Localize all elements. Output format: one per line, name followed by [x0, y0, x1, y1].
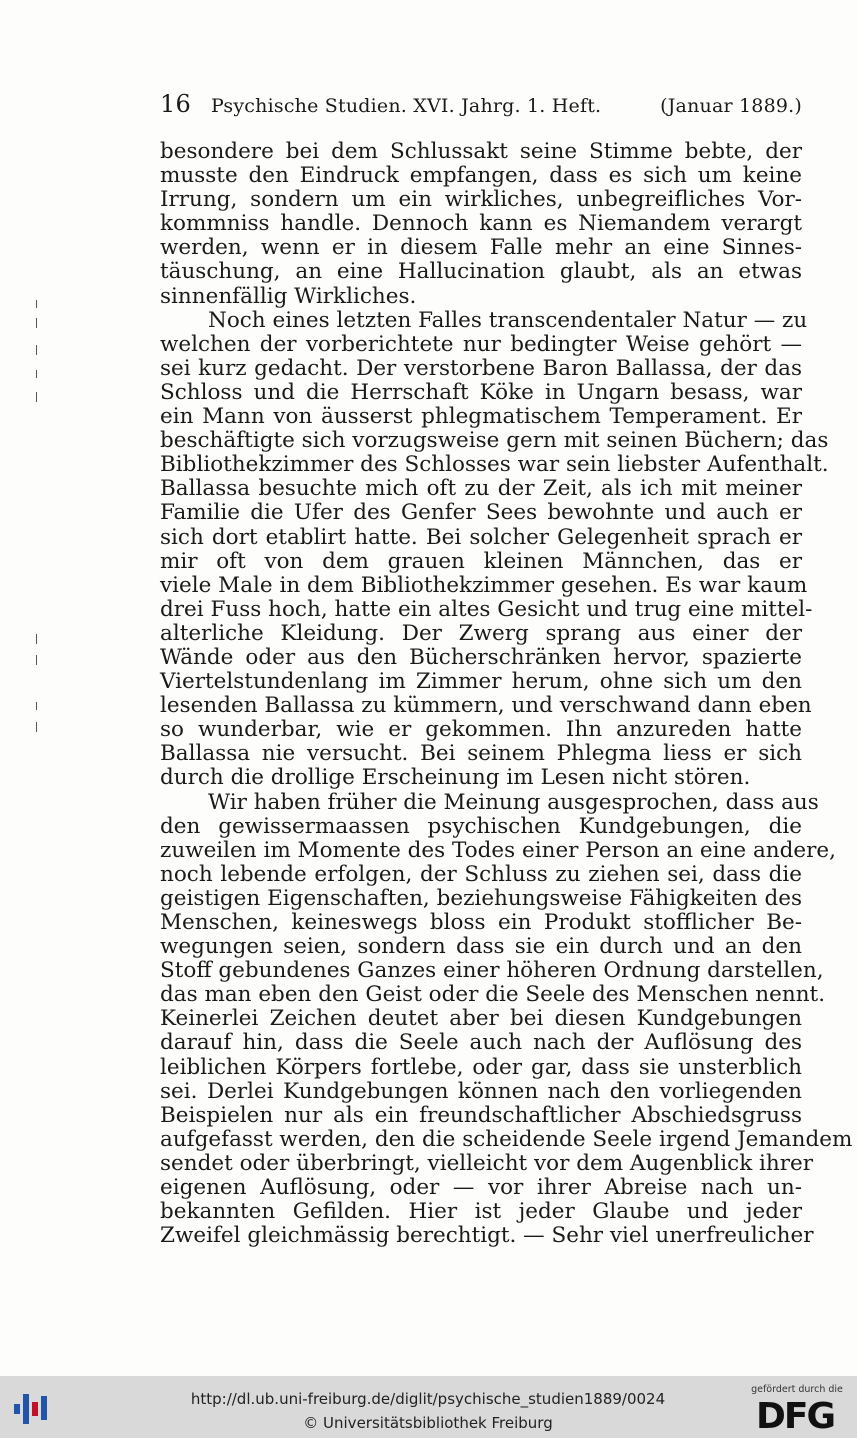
text-line: musste den Eindruck empfangen, dass es sich um keine [160, 163, 802, 189]
text-line: Viertelstundenlang im Zimmer herum, ohne sich um den [160, 669, 802, 695]
text-line: leiblichen Körpers fortlebe, oder gar, dass sie unsterblich [160, 1054, 802, 1080]
text-line: sinnenfällig Wirkliches. [160, 283, 417, 309]
text-line: Wände oder aus den Bücherschränken hervor, spazierte [160, 644, 802, 670]
text-line: Ballassa besuchte mich oft zu der Zeit, als ich mit meiner [160, 476, 802, 502]
text-line: Familie die Ufer des Genfer Sees bewohnte und auch er [160, 500, 802, 526]
text-line: Wir haben früher die Meinung ausgesprochen, dass aus [208, 789, 819, 815]
margin-marks [36, 0, 42, 1376]
text-line: ein Mann von äusserst phlegmatischem Temperament. Er [160, 404, 802, 430]
page-number: 16 [160, 90, 191, 118]
text-line: durch die drollige Erscheinung im Lesen nicht stören. [160, 765, 751, 791]
text-line: welchen der vorberichtete nur bedingter Weise gehört — [160, 331, 802, 357]
text-line: Irrung, sondern um ein wirkliches, unbegreifliches Vor- [160, 187, 802, 213]
issue-date: (Januar 1889.) [660, 95, 802, 117]
dfg-logo-icon: DFG [756, 1396, 835, 1437]
text-line: lesenden Ballassa zu kümmern, und verschwand dann eben [160, 693, 812, 719]
copyright-notice: © Universitätsbibliothek Freiburg [303, 1414, 553, 1432]
running-head [160, 90, 802, 118]
text-line: zuweilen im Momente des Todes einer Person an eine andere, [160, 837, 836, 863]
text-line: wegungen seien, sondern dass sie ein durch und an den [160, 934, 802, 960]
text-line: Ballassa nie versucht. Bei seinem Phlegma liess er sich [160, 741, 802, 767]
text-line: besondere bei dem Schlussakt seine Stimme bebte, der [160, 139, 802, 164]
text-line: drei Fuss hoch, hatte ein altes Gesicht und trug eine mittel- [160, 596, 813, 622]
text-line: so wunderbar, wie er gekommen. Ihn anzureden hatte [160, 717, 802, 743]
text-line: beschäftigte sich vorzugsweise gern mit seinen Büchern; das [160, 428, 829, 454]
text-line: mir oft von dem grauen kleinen Männchen, das er [160, 548, 802, 574]
text-line: aufgefasst werden, den die scheidende Seele irgend Jemandem [160, 1126, 853, 1152]
text-line: werden, wenn er in diesem Falle mehr an eine Sinnes- [160, 235, 802, 261]
body-text [160, 139, 853, 1249]
text-line: Stoff gebundenes Ganzes einer höheren Ordnung darstellen, [160, 958, 824, 984]
text-line: sich dort etablirt hatte. Bei solcher Gelegenheit sprach er [160, 524, 802, 550]
text-line: bekannten Gefilden. Hier ist jeder Glaube und jeder [160, 1199, 802, 1225]
text-line: kommniss handle. Dennoch kann es Niemandem verargt [160, 211, 802, 237]
text-line: sei kurz gedacht. Der verstorbene Baron Ballassa, der das [160, 355, 802, 381]
text-line: Menschen, keineswegs bloss ein Produkt stofflicher Be- [160, 910, 802, 935]
journal-title: Psychische Studien. XVI. Jahrg. 1. Heft. [210, 95, 602, 117]
text-line: alterliche Kleidung. Der Zwerg sprang aus einer der [160, 620, 802, 646]
text-line: Bibliothekzimmer des Schlosses war sein liebster Aufenthalt. [160, 452, 829, 478]
text-line: sendet oder überbringt, vielleicht vor dem Augenblick ihrer [160, 1150, 814, 1176]
text-line: noch lebende erfolgen, der Schluss zu ziehen sei, dass die [160, 861, 802, 887]
dfg-caption: gefördert durch die [751, 1384, 843, 1395]
ub-freiburg-logo-icon [12, 1390, 56, 1426]
text-line: geistigen Eigenschaften, beziehungsweise Fähigkeiten des [160, 885, 802, 911]
text-line: den gewissermaassen psychischen Kundgebungen, die [160, 813, 802, 839]
text-line: eigenen Auflösung, oder — vor ihrer Abreise nach un- [160, 1175, 802, 1201]
text-line: darauf hin, dass die Seele auch nach der Auflösung des [160, 1030, 802, 1056]
text-line: das man eben den Geist oder die Seele des Menschen nennt. [160, 982, 826, 1008]
text-line: Keinerlei Zeichen deutet aber bei diesen Kundgebungen [160, 1006, 802, 1032]
text-line: Beispielen nur als ein freundschaftlicher Abschiedsgruss [160, 1102, 802, 1128]
text-line: sei. Derlei Kundgebungen können nach den vorliegenden [160, 1078, 802, 1104]
text-line: Zweifel gleichmässig berechtigt. — Sehr viel unerfreulicher [160, 1223, 814, 1249]
text-line: viele Male in dem Bibliothekzimmer gesehen. Es war kaum [160, 572, 808, 598]
footer-bar [0, 1376, 857, 1438]
source-url-link[interactable]: http://dl.ub.uni-freiburg.de/diglit/psychische_studien1889/0024 [190, 1390, 666, 1408]
text-line: täuschung, an eine Hallucination glaubt, als an etwas [160, 259, 802, 285]
text-line: Schloss und die Herrschaft Köke in Ungarn besass, war [160, 379, 802, 405]
text-line: Noch eines letzten Falles transcendentaler Natur — zu [208, 307, 808, 333]
